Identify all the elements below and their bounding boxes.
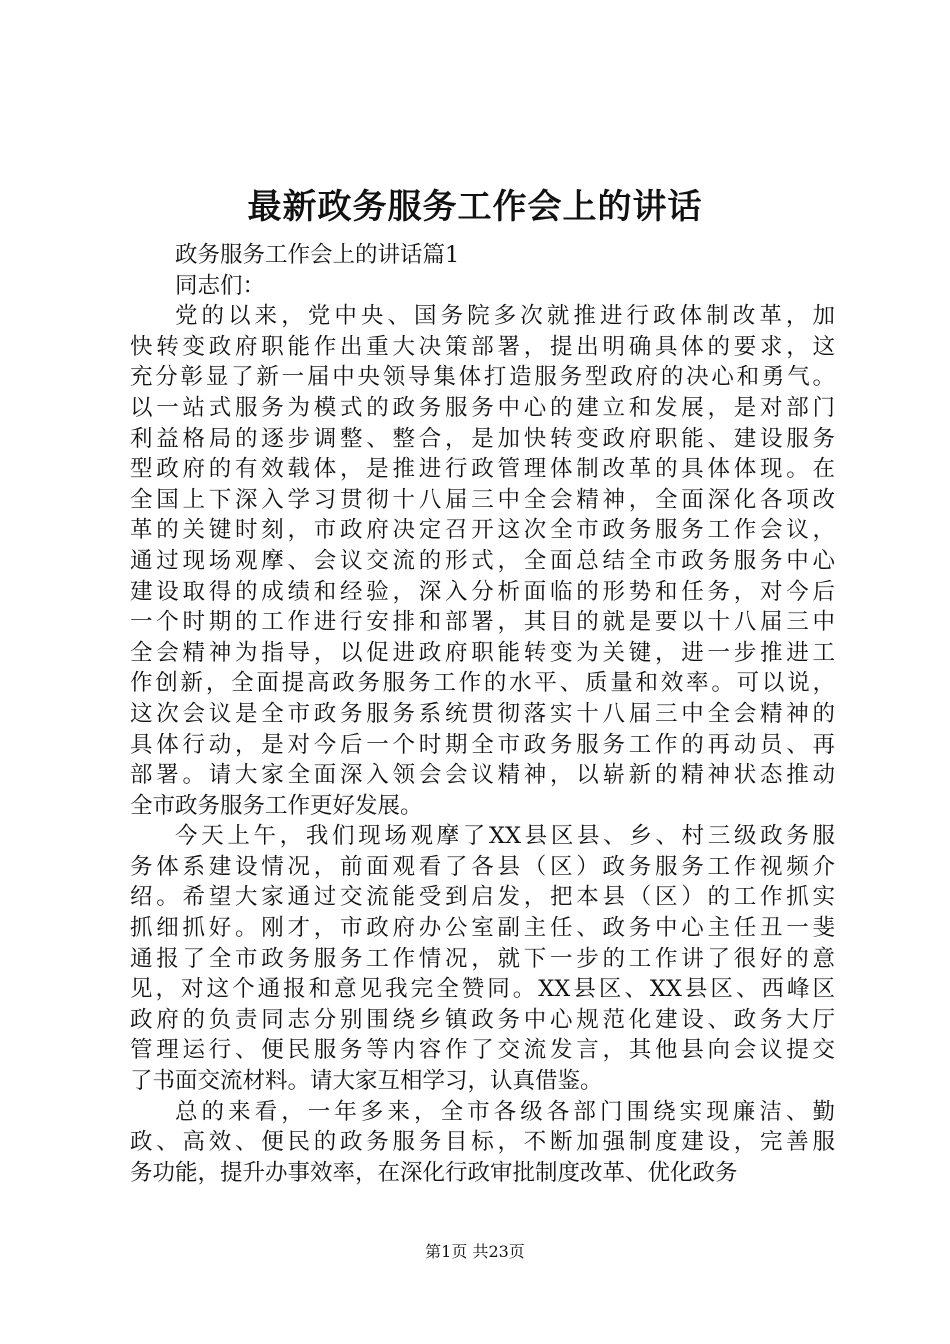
paragraph-line: 见，对这个通报和意见我完全赞同。XX县区、XX县区、西峰区 <box>130 976 835 1003</box>
paragraph-line: 利益格局的逐步调整、整合，是加快转变政府职能、建设服务 <box>130 425 835 452</box>
paragraph-line: 今天上午，我们现场观摩了XX县区县、乡、村三级政务服 <box>175 823 835 850</box>
document-body <box>130 240 835 1188</box>
paragraph <box>130 821 835 1096</box>
document-title: 最新政务服务工作会上的讲话 <box>247 187 703 227</box>
salutation: 同志们： <box>175 272 266 299</box>
paragraph-line: 务体系建设情况，前面观看了各县（区）政务服务工作视频介 <box>130 853 835 880</box>
paragraph-line: 建设取得的成绩和经验，深入分析面临的形势和任务，对今后 <box>130 578 835 605</box>
paragraph <box>130 1097 835 1189</box>
paragraph-line: 充分彰显了新一届中央领导集体打造服务型政府的决心和勇气。 <box>130 364 835 391</box>
paragraph-line: 全国上下深入学习贯彻十八届三中全会精神，全面深化各项改 <box>130 486 835 513</box>
paragraph-line: 绍。希望大家通过交流能受到启发，把本县（区）的工作抓实 <box>130 884 835 911</box>
paragraph-line: 具体行动，是对今后一个时期全市政务服务工作的再动员、再 <box>130 731 835 758</box>
paragraph-line: 全市政务服务工作更好发展。 <box>130 792 423 819</box>
paragraph-line: 政、高效、便民的政务服务目标，不断加强制度建设，完善服 <box>130 1129 835 1156</box>
paragraph <box>130 301 835 821</box>
paragraph-line: 这次会议是全市政务服务系统贯彻落实十八届三中全会精神的 <box>130 700 835 727</box>
paragraph-line: 抓细抓好。刚才，市政府办公室副主任、政务中心主任丑一斐 <box>130 915 835 942</box>
paragraph-line: 一个时期的工作进行安排和部署，其目的就是要以十八届三中 <box>130 609 835 636</box>
paragraph-line: 党的以来，党中央、国务院多次就推进行政体制改革，加 <box>175 303 835 330</box>
paragraph-line: 通报了全市政务服务工作情况，就下一步的工作讲了很好的意 <box>130 945 835 972</box>
paragraph-line: 革的关键时刻，市政府决定召开这次全市政务服务工作会议， <box>130 517 835 544</box>
paragraph-line: 型政府的有效载体，是推进行政管理体制改革的具体体现。在 <box>130 456 835 483</box>
paragraph-line: 了书面交流材料。请大家互相学习，认真借鉴。 <box>130 1068 603 1095</box>
paragraph-line: 快转变政府职能作出重大决策部署，提出明确具体的要求，这 <box>130 333 835 360</box>
paragraph-line: 总的来看，一年多来，全市各级各部门围绕实现廉洁、勤 <box>175 1098 835 1125</box>
document-subtitle: 政务服务工作会上的讲话篇1 <box>175 242 460 268</box>
page-number: 第1页 共23页 <box>425 1242 525 1261</box>
paragraph-line: 作创新，全面提高政务服务工作的水平、质量和效率。可以说， <box>130 670 835 697</box>
paragraph-container <box>130 301 835 1188</box>
paragraph-line: 以一站式服务为模式的政务服务中心的建立和发展，是对部门 <box>130 394 835 421</box>
paragraph-line: 全会精神为指导，以促进政府职能转变为关键，进一步推进工 <box>130 639 835 666</box>
paragraph-line: 部署。请大家全面深入领会会议精神，以崭新的精神状态推动 <box>130 762 835 789</box>
paragraph-line: 通过现场观摩、会议交流的形式，全面总结全市政务服务中心 <box>130 547 835 574</box>
paragraph-line: 政府的负责同志分别围绕乡镇政务中心规范化建设、政务大厅 <box>130 1006 835 1033</box>
paragraph-line: 务功能，提升办事效率，在深化行政审批制度改革、优化政务 <box>130 1159 738 1186</box>
paragraph-line: 管理运行、便民服务等内容作了交流发言，其他县向会议提交 <box>130 1037 835 1064</box>
